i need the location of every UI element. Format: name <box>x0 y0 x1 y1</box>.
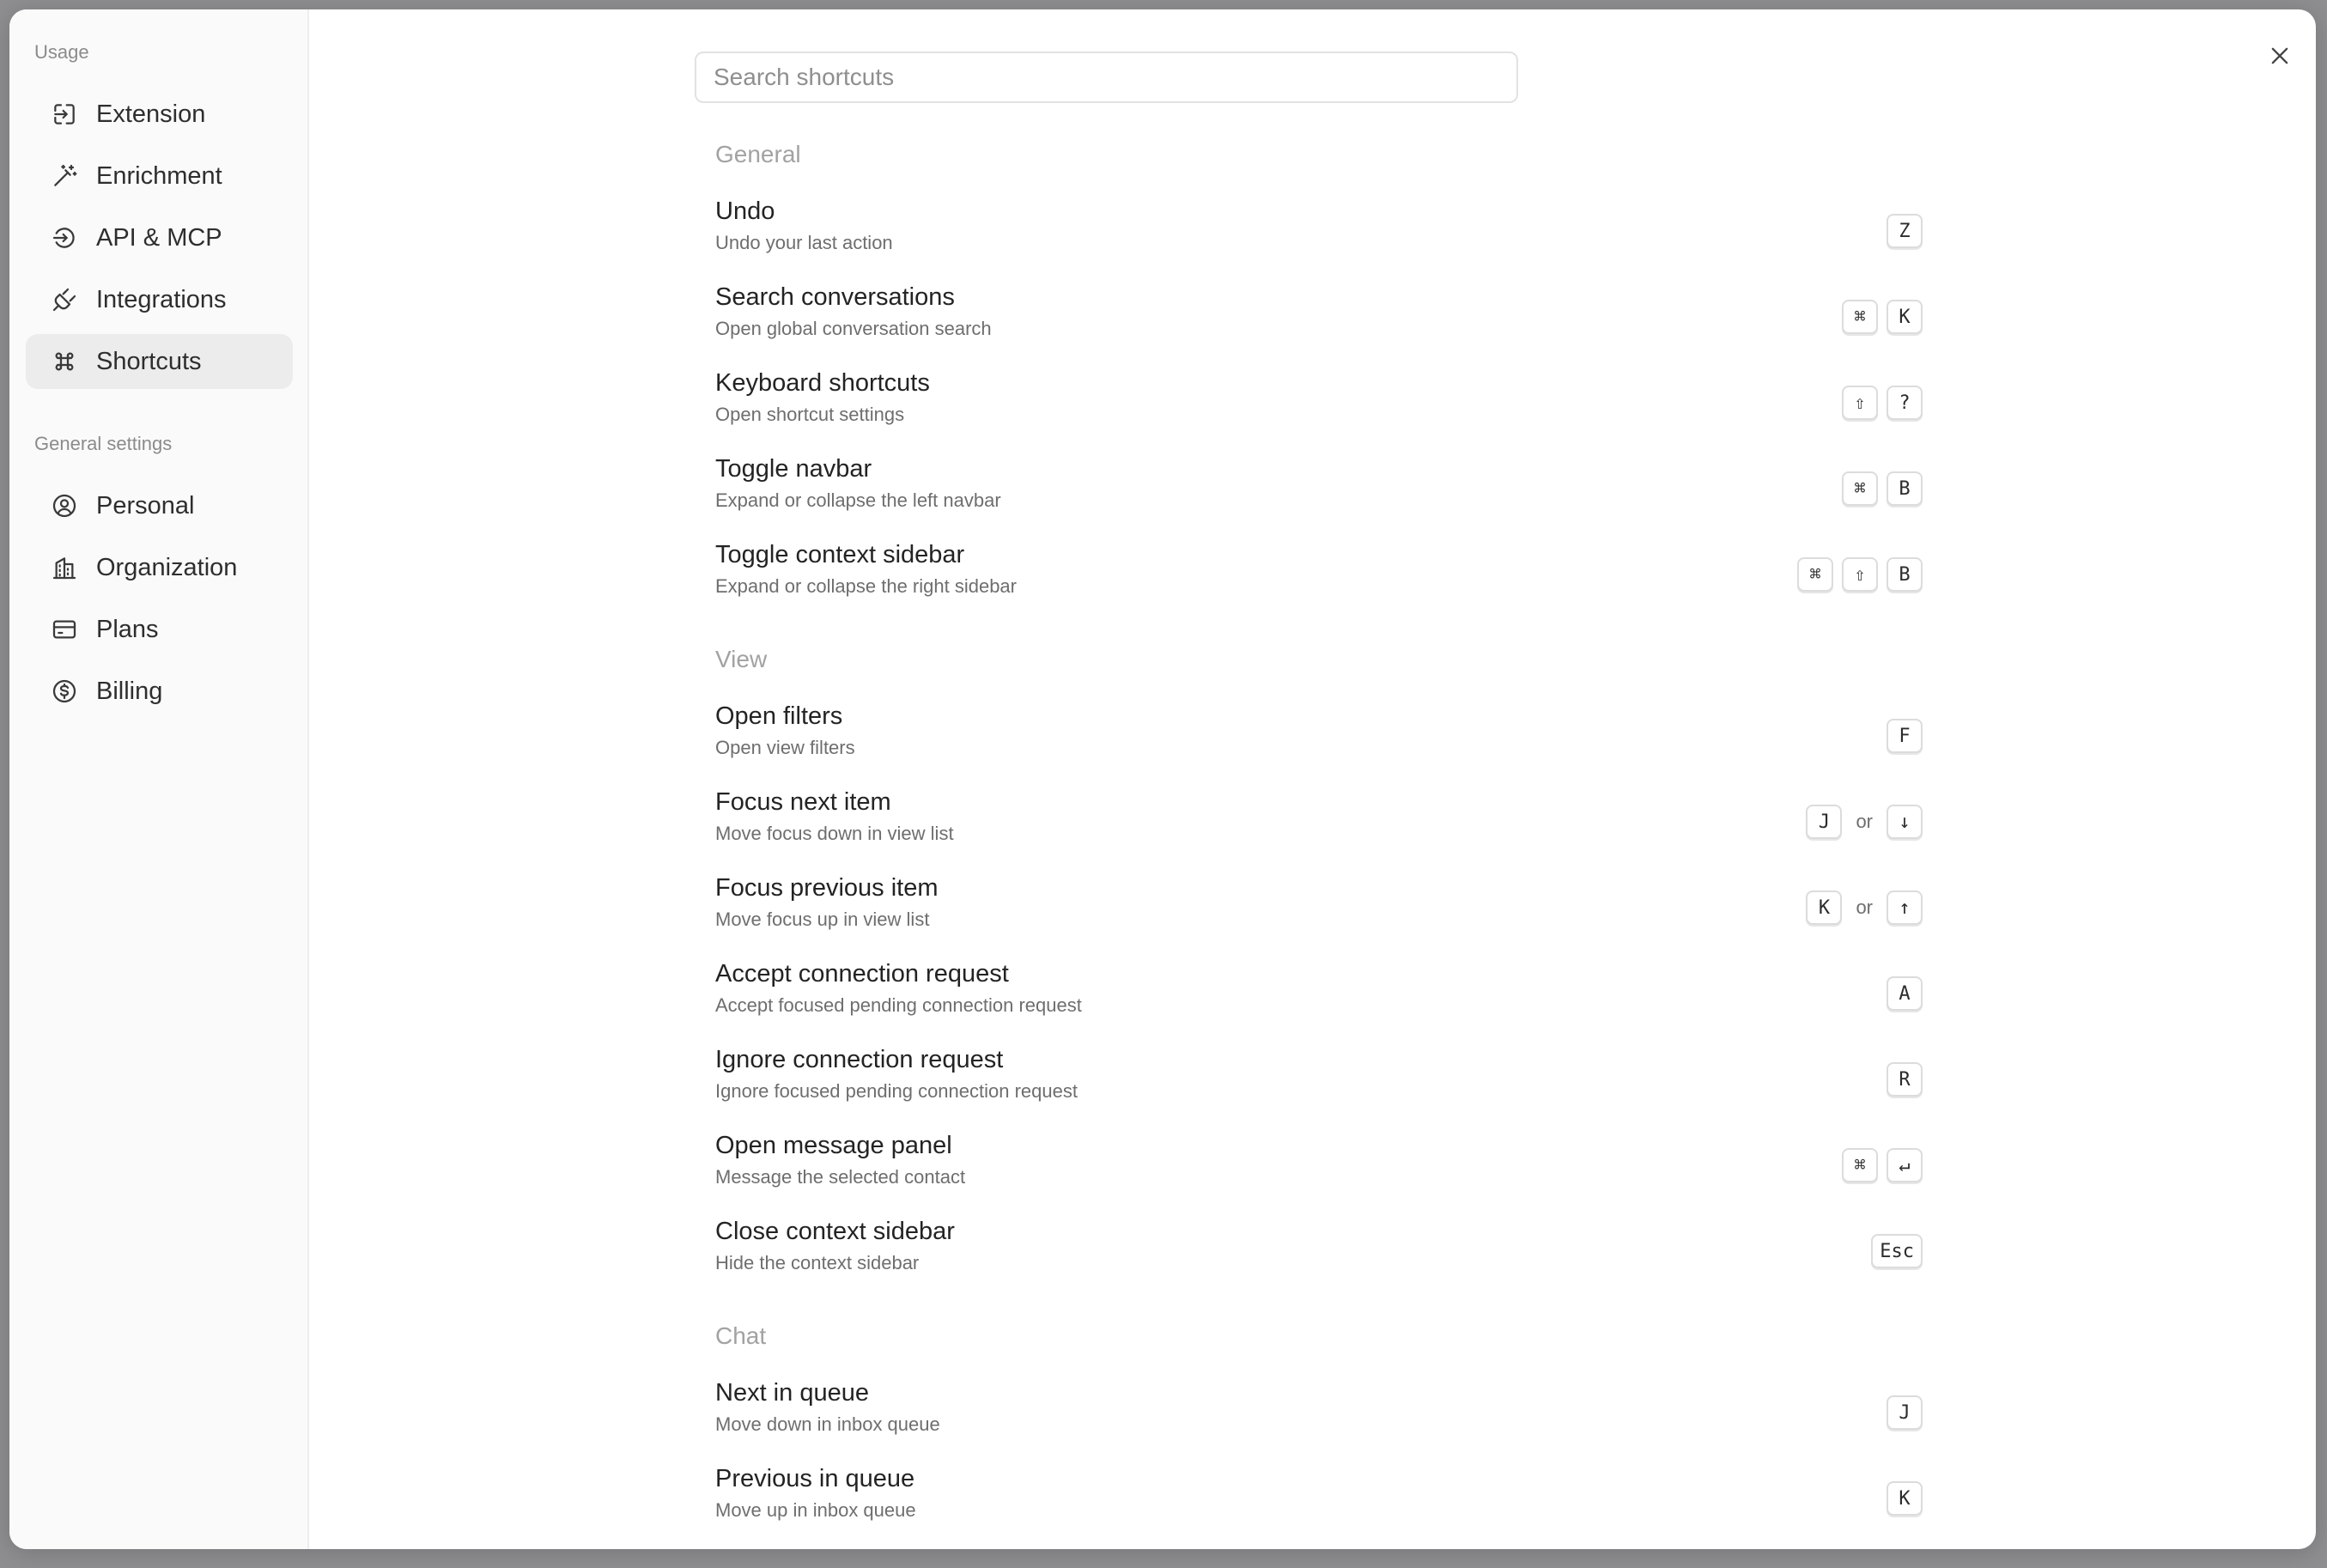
shortcut-description: Move focus up in view list <box>715 909 930 930</box>
command-icon <box>50 347 79 376</box>
shortcut-title: Search conversations <box>715 283 955 311</box>
key-cap: ⌘ <box>1842 1148 1878 1182</box>
extension-icon <box>50 100 79 129</box>
shortcut-title: Toggle context sidebar <box>715 541 965 568</box>
shortcut-title: Ignore connection request <box>715 1046 1004 1073</box>
settings-sidebar <box>9 9 309 1549</box>
shortcut-description: Message the selected contact <box>715 1166 966 1188</box>
key-cap: ⌘ <box>1842 471 1878 506</box>
shortcut-keys <box>1887 1395 1923 1431</box>
magic-wand-icon <box>50 161 79 191</box>
shortcut-row <box>715 1218 1923 1286</box>
sidebar-item-label: Personal <box>96 491 195 520</box>
key-cap: K <box>1887 1481 1923 1516</box>
key-cap: ⇧ <box>1842 557 1878 592</box>
shortcut-title: Toggle navbar <box>715 455 872 483</box>
shortcut-row <box>715 198 1923 266</box>
sidebar-item-label: Shortcuts <box>96 347 202 375</box>
sidebar-item-plans[interactable] <box>26 602 293 657</box>
api-icon <box>50 223 79 252</box>
shortcut-description: Move down in inbox queue <box>715 1413 940 1435</box>
sidebar-item-api-mcp[interactable] <box>26 210 293 265</box>
shortcut-title: Keyboard shortcuts <box>715 369 930 397</box>
sidebar-item-label: Plans <box>96 615 159 643</box>
shortcut-keys <box>1887 975 1923 1012</box>
shortcut-title: Focus previous item <box>715 874 939 902</box>
shortcut-title: Open filters <box>715 702 843 730</box>
shortcut-keys <box>1871 1233 1923 1269</box>
shortcut-keys <box>1842 1147 1923 1183</box>
shortcut-row <box>715 960 1923 1029</box>
close-button[interactable] <box>2259 35 2300 76</box>
shortcut-keys <box>1842 385 1923 421</box>
usage-section-label: Usage <box>34 41 89 63</box>
shortcut-description: Open global conversation search <box>715 318 992 339</box>
sidebar-item-label: API & MCP <box>96 223 222 252</box>
sidebar-item-label: Integrations <box>96 285 227 313</box>
shortcut-description: Hide the context sidebar <box>715 1252 920 1273</box>
key-cap: B <box>1887 471 1923 506</box>
shortcut-row <box>715 455 1923 524</box>
shortcut-keys <box>1797 556 1923 593</box>
key-cap: J <box>1806 805 1842 839</box>
plug-icon <box>50 285 79 314</box>
shortcut-title: Close context sidebar <box>715 1218 955 1245</box>
sidebar-item-enrichment[interactable] <box>26 149 293 204</box>
close-icon <box>2268 44 2292 68</box>
shortcut-description: Undo your last action <box>715 232 893 253</box>
group-title-general: General <box>715 141 801 167</box>
shortcut-title: Accept connection request <box>715 960 1009 988</box>
shortcut-row <box>715 541 1923 610</box>
sidebar-item-label: Extension <box>96 100 206 128</box>
shortcut-title: Previous in queue <box>715 1465 915 1492</box>
key-cap: A <box>1887 976 1923 1011</box>
key-separator: or <box>1856 896 1873 918</box>
shortcut-keys <box>1887 213 1923 249</box>
general-settings-section-label: General settings <box>34 433 173 454</box>
user-circle-icon <box>50 491 79 520</box>
shortcut-row <box>715 702 1923 771</box>
shortcut-row <box>715 788 1923 857</box>
key-cap: ⇧ <box>1842 386 1878 420</box>
shortcut-keys <box>1887 1061 1923 1097</box>
shortcut-keys <box>1842 299 1923 335</box>
key-cap: ↑ <box>1887 890 1923 925</box>
sidebar-item-label: Organization <box>96 553 238 581</box>
shortcut-description: Expand or collapse the right sidebar <box>715 575 1017 597</box>
shortcut-row <box>715 1132 1923 1200</box>
building-icon <box>50 553 79 582</box>
sidebar-item-organization[interactable] <box>26 540 293 595</box>
shortcut-row <box>715 1465 1923 1534</box>
sidebar-item-shortcuts[interactable] <box>26 334 293 389</box>
search-input[interactable] <box>695 52 1518 103</box>
shortcut-row <box>715 283 1923 352</box>
shortcut-row <box>715 369 1923 438</box>
key-cap: J <box>1887 1395 1923 1430</box>
key-cap: F <box>1887 719 1923 753</box>
sidebar-item-personal[interactable] <box>26 478 293 533</box>
shortcut-description: Ignore focused pending connection request <box>715 1080 1078 1102</box>
key-cap: ↓ <box>1887 805 1923 839</box>
shortcut-title: Next in queue <box>715 1379 869 1407</box>
sidebar-item-integrations[interactable] <box>26 272 293 327</box>
key-cap: B <box>1887 557 1923 592</box>
key-cap: K <box>1806 890 1842 925</box>
shortcut-keys <box>1887 718 1923 754</box>
settings-modal <box>9 9 2316 1549</box>
shortcut-row <box>715 874 1923 943</box>
credit-card-icon <box>50 615 79 644</box>
shortcut-description: Accept focused pending connection request <box>715 994 1082 1016</box>
shortcut-description: Move up in inbox queue <box>715 1499 916 1521</box>
shortcut-description: Expand or collapse the left navbar <box>715 489 1001 511</box>
shortcut-title: Focus next item <box>715 788 891 816</box>
key-cap: ? <box>1887 386 1923 420</box>
key-cap: ↵ <box>1887 1148 1923 1182</box>
key-cap: R <box>1887 1062 1923 1097</box>
key-cap: Z <box>1887 214 1923 248</box>
group-title-view: View <box>715 646 768 672</box>
sidebar-item-label: Enrichment <box>96 161 222 190</box>
shortcut-keys <box>1806 890 1923 926</box>
shortcut-description: Move focus down in view list <box>715 823 954 844</box>
shortcut-title: Undo <box>715 198 775 225</box>
key-cap: ⌘ <box>1797 557 1833 592</box>
shortcut-description: Open shortcut settings <box>715 404 905 425</box>
key-cap: K <box>1887 300 1923 334</box>
shortcut-row <box>715 1046 1923 1115</box>
shortcut-keys <box>1887 1480 1923 1516</box>
group-title-chat: Chat <box>715 1322 767 1349</box>
shortcut-keys <box>1806 804 1923 840</box>
shortcut-row <box>715 1379 1923 1448</box>
shortcut-keys <box>1842 471 1923 507</box>
shortcut-title: Open message panel <box>715 1132 952 1159</box>
key-cap: ⌘ <box>1842 300 1878 334</box>
dollar-circle-icon <box>50 677 79 706</box>
shortcut-description: Open view filters <box>715 737 855 758</box>
sidebar-item-billing[interactable] <box>26 664 293 719</box>
sidebar-item-label: Billing <box>96 677 163 705</box>
key-separator: or <box>1856 811 1873 832</box>
sidebar-item-extension[interactable] <box>26 87 293 142</box>
key-cap: Esc <box>1871 1234 1923 1268</box>
